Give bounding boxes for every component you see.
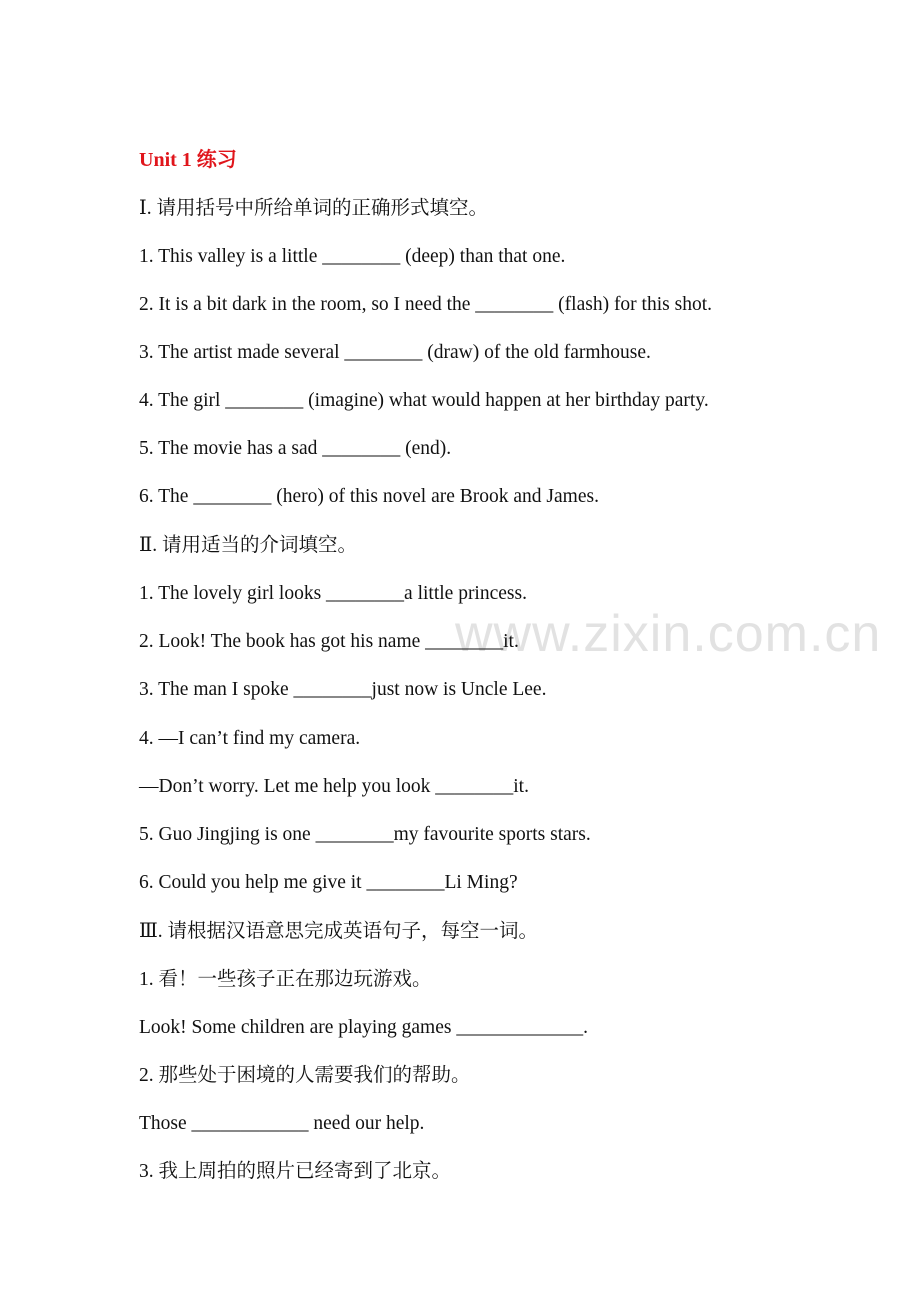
section-1-item-2: 2. It is a bit dark in the room, so I need the ________ (flash) for this shot. — [139, 294, 712, 315]
section-1-heading: Ⅰ. 请用括号中所给单词的正确形式填空。 — [139, 198, 488, 219]
section-3-item-3-chinese: 3. 我上周拍的照片已经寄到了北京。 — [139, 1161, 452, 1182]
section-1-item-4: 4. The girl ________ (imagine) what would happen at her birthday party. — [139, 390, 709, 411]
document-title: Unit 1 练习 — [139, 149, 237, 171]
section-3-item-1-english: Look! Some children are playing games _____________. — [139, 1017, 588, 1038]
section-2-item-5: 5. Guo Jingjing is one ________my favourite sports stars. — [139, 824, 591, 845]
watermark: www.zixin.com.cn — [455, 605, 882, 663]
section-3-heading: Ⅲ. 请根据汉语意思完成英语句子，每空一词。 — [139, 921, 539, 942]
section-2-item-1: 1. The lovely girl looks ________a little princess. — [139, 583, 527, 604]
section-2-heading: Ⅱ. 请用适当的介词填空。 — [139, 535, 358, 556]
section-2-item-4-reply: —Don’t worry. Let me help you look ________it. — [139, 776, 529, 797]
section-1-item-3: 3. The artist made several ________ (draw) of the old farmhouse. — [139, 342, 651, 363]
section-1-item-6: 6. The ________ (hero) of this novel are Brook and James. — [139, 486, 599, 507]
section-2-item-4: 4. —I can’t find my camera. — [139, 728, 361, 749]
section-3-item-2-english: Those ____________ need our help. — [139, 1113, 425, 1134]
section-1-item-5: 5. The movie has a sad ________ (end). — [139, 438, 452, 459]
section-2-item-6: 6. Could you help me give it ________Li Ming? — [139, 872, 518, 893]
section-3-item-1-chinese: 1. 看！一些孩子正在那边玩游戏。 — [139, 969, 432, 990]
section-2-item-3: 3. The man I spoke ________just now is Uncle Lee. — [139, 679, 547, 700]
section-2-item-2: 2. Look! The book has got his name ________it. — [139, 631, 519, 652]
section-1-item-1: 1. This valley is a little ________ (deep) than that one. — [139, 246, 566, 267]
section-3-item-2-chinese: 2. 那些处于困境的人需要我们的帮助。 — [139, 1065, 471, 1086]
